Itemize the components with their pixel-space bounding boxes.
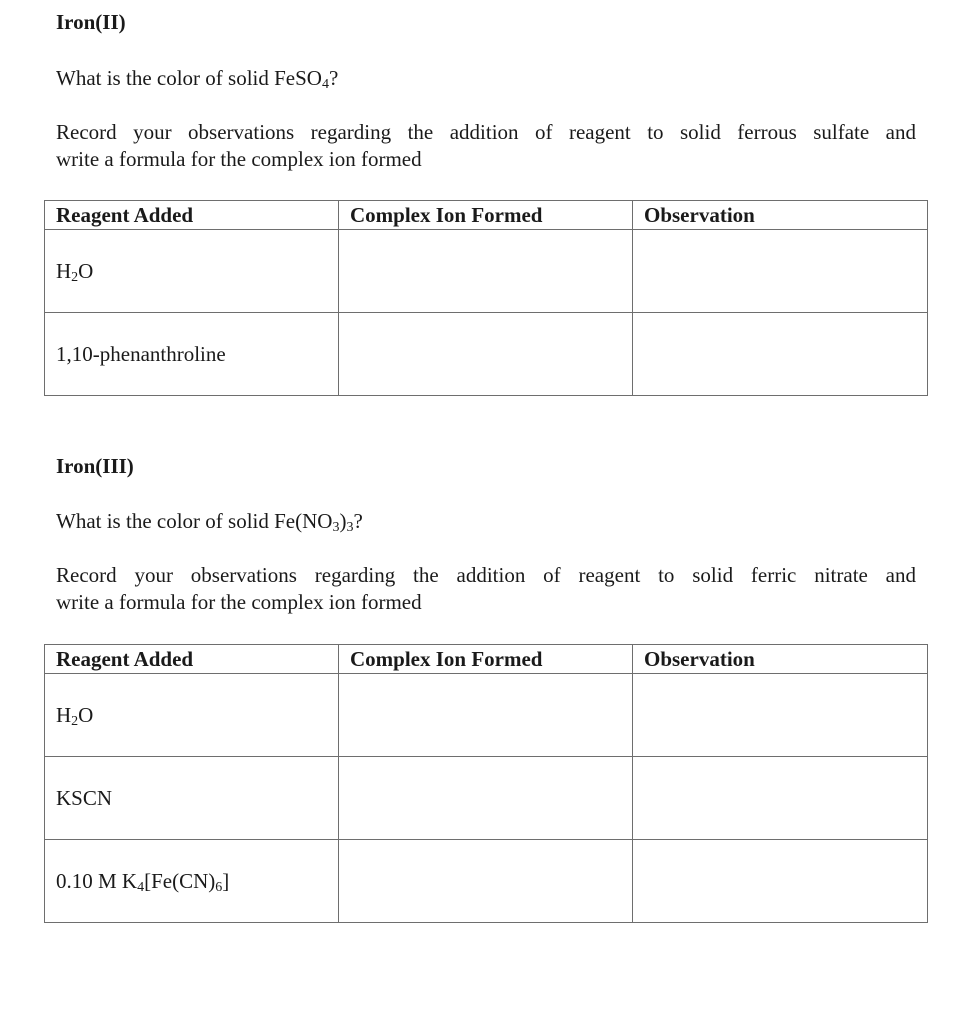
- reagent-cell: [45, 674, 339, 757]
- iron2-heading: Iron(II): [56, 10, 126, 34]
- iron3-instruction: [56, 562, 916, 616]
- iron2-instruction: [56, 119, 916, 173]
- complex-ion-cell[interactable]: [339, 757, 633, 840]
- table-row: [45, 230, 928, 313]
- iron2-instruction-line2: write a formula for the complex ion formed: [56, 147, 422, 171]
- iron3-question-end: ?: [353, 509, 363, 533]
- table-row: [45, 313, 928, 396]
- table-row: [45, 757, 928, 840]
- observation-cell[interactable]: [633, 230, 928, 313]
- iron2-observation-table: [44, 200, 928, 396]
- iron3-question-sub: 3: [332, 520, 340, 535]
- iron3-instruction-line2: write a formula for the complex ion formed: [56, 590, 422, 614]
- complex-ion-cell[interactable]: [339, 840, 633, 923]
- iron3-heading: Iron(III): [56, 454, 134, 478]
- complex-ion-cell[interactable]: [339, 313, 633, 396]
- header-reagent-added: Reagent Added: [45, 201, 339, 230]
- header-complex-ion-formed: Complex Ion Formed: [339, 645, 633, 674]
- reagent-cell: [45, 840, 339, 923]
- reagent-subscript: 2: [71, 713, 79, 729]
- reagent-text: H: [56, 702, 72, 727]
- observation-cell[interactable]: [633, 840, 928, 923]
- complex-ion-cell[interactable]: [339, 230, 633, 313]
- reagent-text: 1,10-phenanthroline: [56, 341, 226, 366]
- iron3-question-mid: ): [339, 509, 347, 533]
- iron3-question-sub2: 3: [346, 520, 354, 535]
- table-row: [45, 674, 928, 757]
- header-observation: Observation: [633, 201, 928, 230]
- iron2-question: [56, 66, 338, 91]
- reagent-text: 0.10 M K: [56, 868, 138, 893]
- reagent-cell: [45, 230, 339, 313]
- reagent-text: H: [56, 258, 72, 283]
- table-header-row: [45, 645, 928, 674]
- reagent-cell: [45, 313, 339, 396]
- reagent-text-mid: [Fe(CN): [144, 868, 216, 893]
- table-header-row: [45, 201, 928, 230]
- header-reagent-added: Reagent Added: [45, 645, 339, 674]
- reagent-subscript: 4: [137, 879, 145, 895]
- reagent-text-end: O: [78, 702, 94, 727]
- observation-cell[interactable]: [633, 674, 928, 757]
- header-complex-ion-formed: Complex Ion Formed: [339, 201, 633, 230]
- reagent-subscript: 2: [71, 269, 79, 285]
- iron2-question-end: ?: [328, 66, 339, 90]
- reagent-cell: [45, 757, 339, 840]
- observation-cell[interactable]: [633, 313, 928, 396]
- iron3-question-text: What is the color of solid Fe(NO: [56, 509, 333, 533]
- iron3-observation-table: [44, 644, 928, 923]
- complex-ion-cell[interactable]: [339, 674, 633, 757]
- iron3-question: [56, 509, 363, 534]
- observation-cell[interactable]: [633, 757, 928, 840]
- iron2-question-sub: 4: [321, 77, 329, 92]
- iron2-instruction-line1: Record your observations regarding the addition of reagent to solid ferrous sulfate and: [56, 120, 916, 144]
- iron2-question-text: What is the color of solid FeSO: [56, 66, 322, 90]
- reagent-subscript-2: 6: [215, 879, 223, 895]
- table-row: [45, 840, 928, 923]
- reagent-text-end: ]: [222, 868, 230, 893]
- iron3-instruction-line1: Record your observations regarding the addition of reagent to solid ferric nitrate and: [56, 563, 916, 587]
- reagent-text: KSCN: [56, 785, 113, 810]
- reagent-text-end: O: [78, 258, 94, 283]
- header-observation: Observation: [633, 645, 928, 674]
